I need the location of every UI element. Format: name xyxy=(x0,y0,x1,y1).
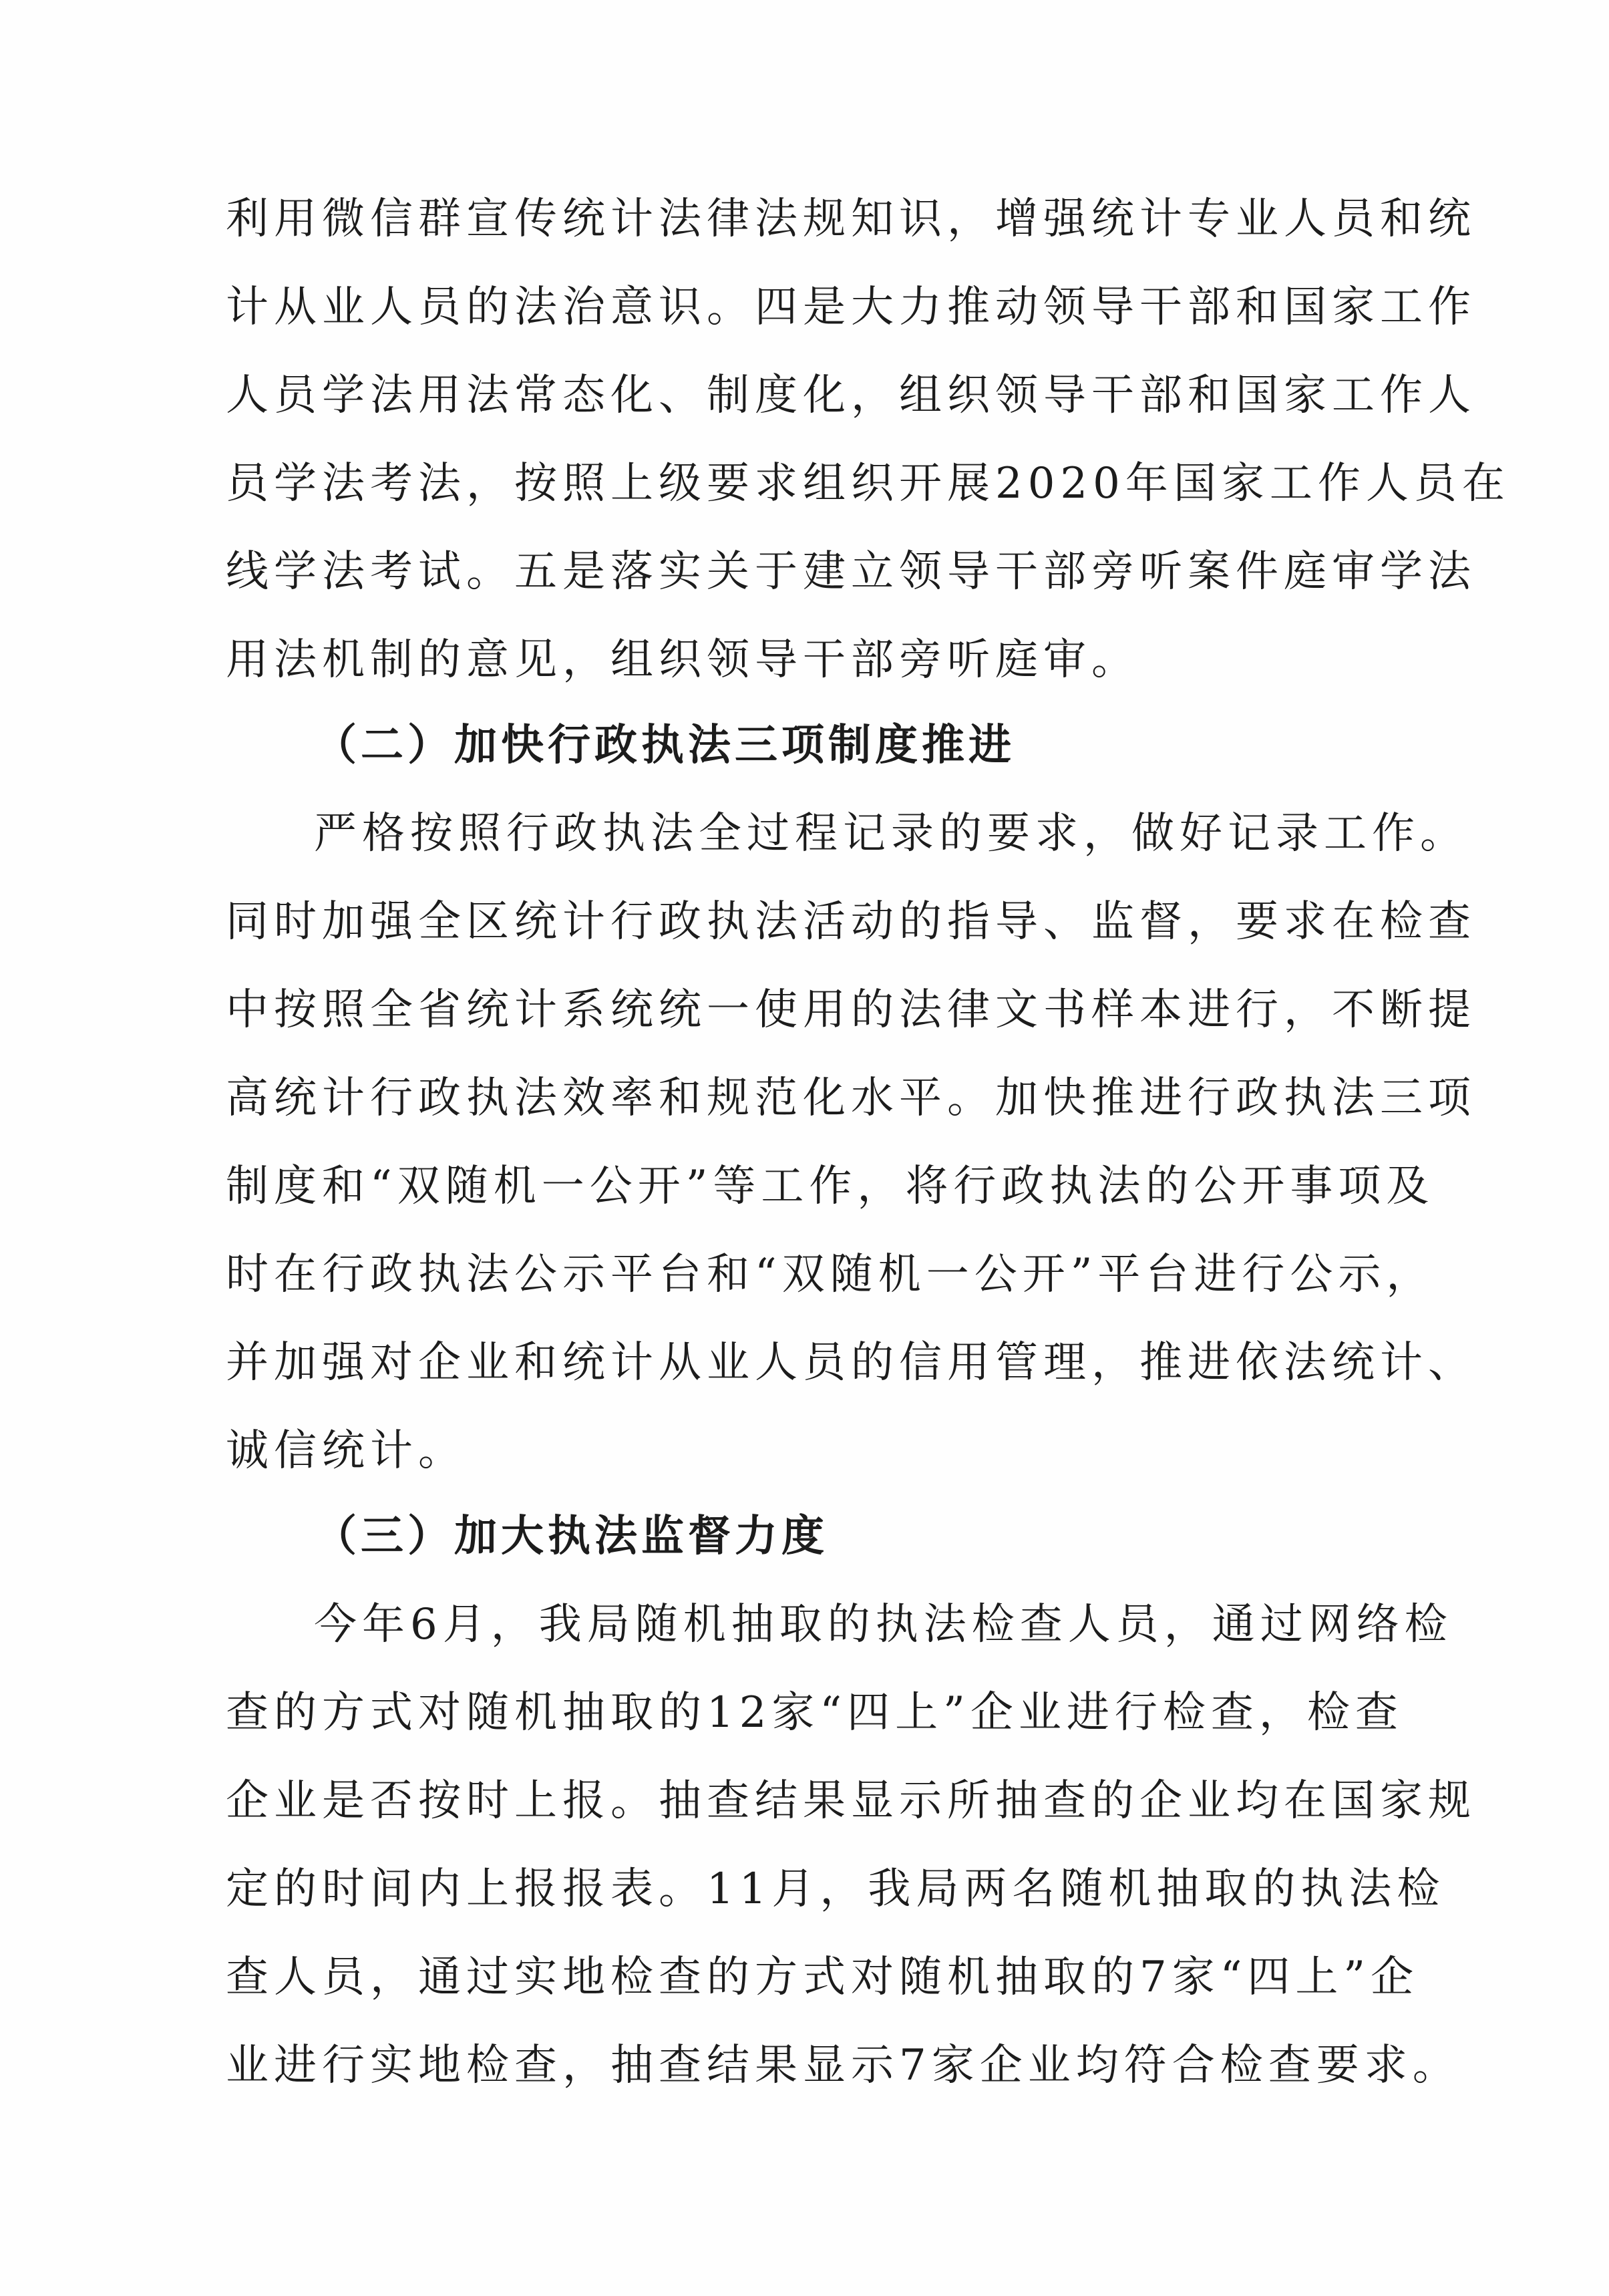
paragraph-line: 查的方式对随机抽取的12家“四上”企业进行检查，检查 xyxy=(226,1688,1403,1738)
section-heading: （二）加快行政执法三项制度推进 xyxy=(314,721,1015,770)
paragraph-line: 今年6月，我局随机抽取的执法检查人员，通过网络检 xyxy=(314,1600,1453,1649)
paragraph-line: 计从业人员的法治意识。四是大力推动领导干部和国家工作 xyxy=(226,283,1476,332)
paragraph-line: 并加强对企业和统计从业人员的信用管理，推进依法统计、 xyxy=(226,1338,1476,1387)
paragraph-line: 时在行政执法公示平台和“双随机一公开”平台进行公示， xyxy=(226,1250,1435,1299)
paragraph-line: 查人员，通过实地检查的方式对随机抽取的7家“四上”企 xyxy=(226,1953,1419,2002)
paragraph-line: 利用微信群宣传统计法律法规知识，增强统计专业人员和统 xyxy=(226,194,1476,244)
paragraph-line: 同时加强全区统计行政执法活动的指导、监督，要求在检查 xyxy=(226,897,1476,947)
paragraph-line: 用法机制的意见，组织领导干部旁听庭审。 xyxy=(226,635,1139,685)
paragraph-line: 中按照全省统计系统统一使用的法律文书样本进行，不断提 xyxy=(226,985,1476,1035)
paragraph-line: 严格按照行政执法全过程记录的要求，做好记录工作。 xyxy=(314,809,1468,858)
paragraph-line: 高统计行政执法效率和规范化水平。加快推进行政执法三项 xyxy=(226,1074,1476,1123)
paragraph-line: 线学法考试。五是落实关于建立领导干部旁听案件庭审学法 xyxy=(226,547,1476,597)
paragraph-line: 人员学法用法常态化、制度化，组织领导干部和国家工作人 xyxy=(226,371,1476,420)
paragraph-line: 诚信统计。 xyxy=(226,1426,466,1476)
paragraph-line: 企业是否按时上报。抽查结果显示所抽查的企业均在国家规 xyxy=(226,1776,1476,1826)
paragraph-line: 员学法考法，按照上级要求组织开展2020年国家工作人员在 xyxy=(226,459,1510,508)
section-heading: （三）加大执法监督力度 xyxy=(314,1512,828,1561)
paragraph-line: 制度和“双随机一公开”等工作，将行政执法的公开事项及 xyxy=(226,1162,1435,1211)
paragraph-line: 业进行实地检查，抽查结果显示7家企业均符合检查要求。 xyxy=(226,2041,1461,2090)
paragraph-line: 定的时间内上报报表。11月，我局两名随机抽取的执法检 xyxy=(226,1864,1445,1914)
